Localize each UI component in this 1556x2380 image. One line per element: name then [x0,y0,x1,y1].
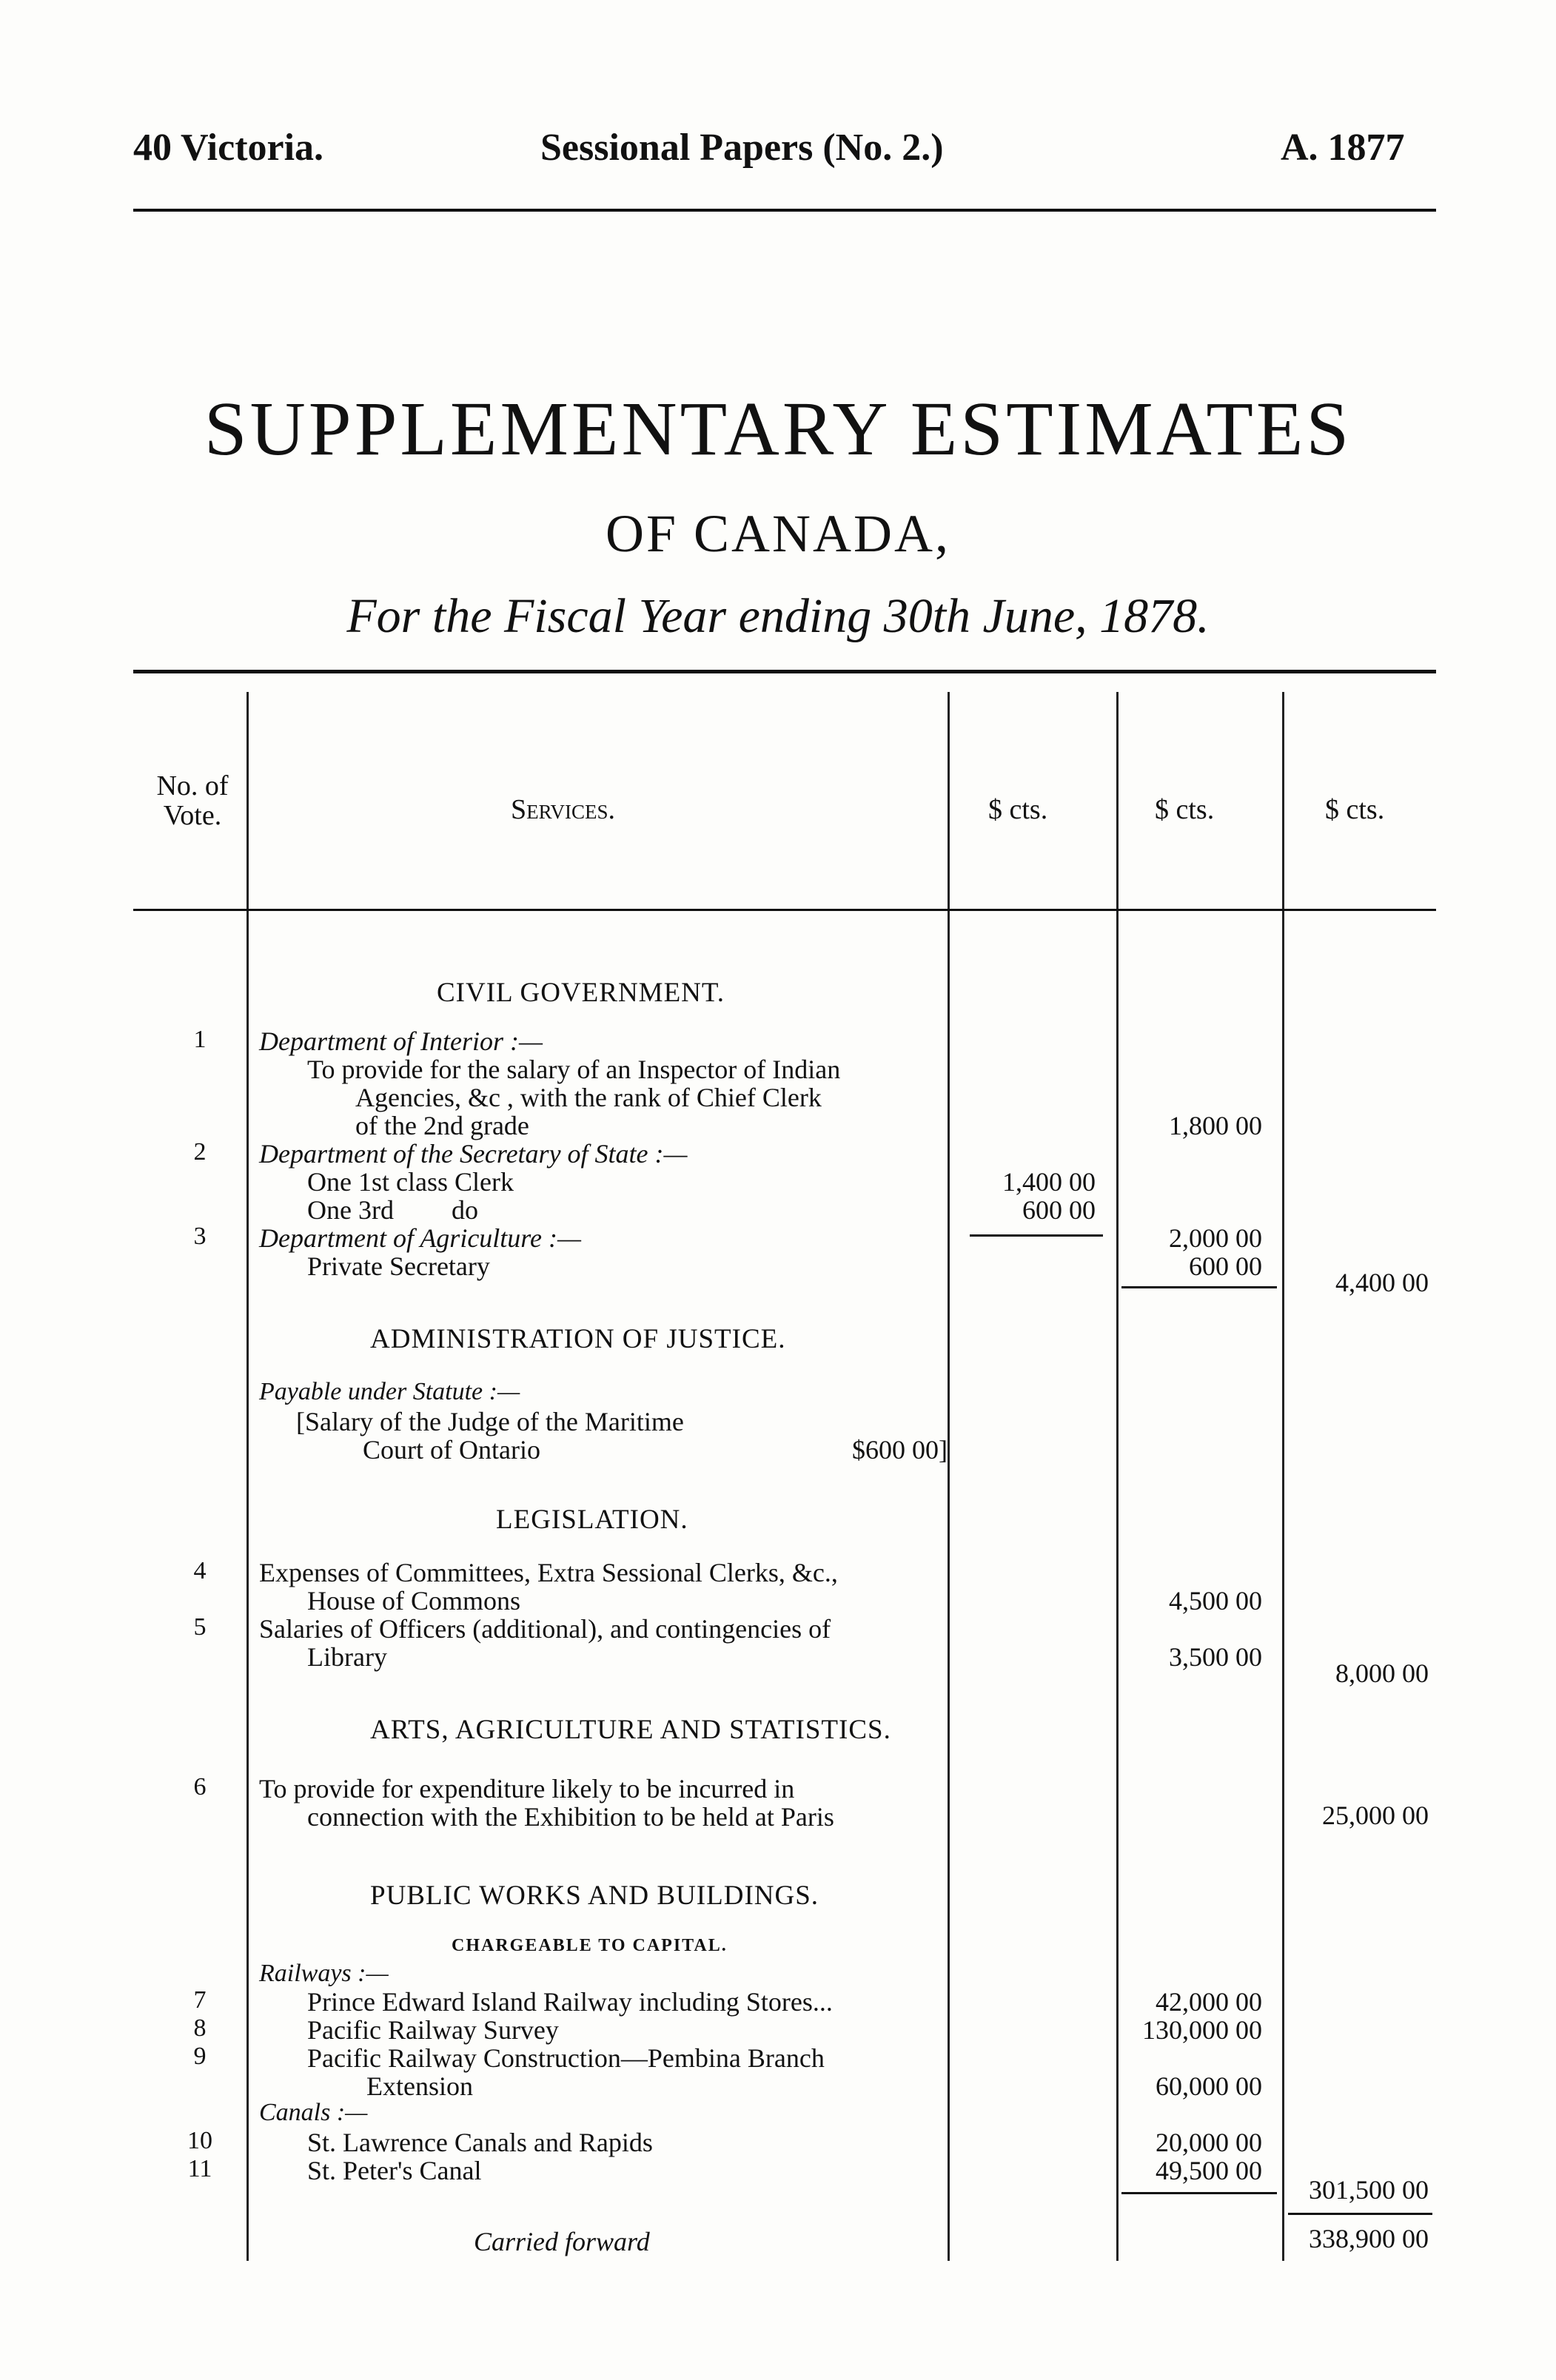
section-justice: ADMINISTRATION OF JUSTICE. [370,1324,786,1354]
subtotal-rule [1121,1286,1277,1288]
section-public-works: PUBLIC WORKS AND BUILDINGS. [370,1880,819,1911]
amount-cell: 4,500 00 [1169,1586,1262,1616]
colhead-rule [133,909,1436,911]
col-services-header: Services. [511,794,615,825]
vote-number: 11 [187,2155,212,2182]
col-vote-header: No. of Vote. [156,770,229,831]
col-line-4 [1282,692,1284,2261]
service-line: Expenses of Committees, Extra Sessional Clerks, &c., [259,1558,838,1587]
vote-number: 7 [193,1986,207,2014]
header-left: 40 Victoria. [133,127,324,169]
service-line: Pacific Railway Construction—Pembina Branch [307,2043,825,2073]
amount-cell: 1,400 00 [1002,1167,1096,1197]
header-center: Sessional Papers (No. 2.) [540,127,944,169]
department-heading: Department of the Secretary of State :— [259,1139,688,1169]
canals-heading: Canals :— [259,2099,368,2126]
page-subtitle: OF CANADA, [605,504,951,563]
service-line: To provide for expenditure likely to be incurred in [259,1774,795,1804]
amount-cell: 1,800 00 [1169,1111,1262,1140]
service-line: Private Secretary [307,1251,490,1281]
section-total: 4,400 00 [1335,1268,1429,1297]
header-rule [133,209,1436,212]
department-heading: Department of Agriculture :— [259,1223,581,1253]
section-total: 8,000 00 [1335,1658,1429,1688]
vote-number: 1 [193,1026,207,1053]
col-cts2-header: $ cts. [1155,794,1215,825]
amount-cell: 600 00 [1189,1251,1262,1281]
service-line: Extension [366,2071,473,2101]
subtotal-rule [1121,2192,1277,2194]
vote-number: 6 [193,1773,207,1801]
amount-cell: 20,000 00 [1156,2128,1262,2157]
service-line: Salaries of Officers (additional), and contingencies of [259,1614,831,1644]
amount-cell: 130,000 00 [1142,2015,1262,2045]
total-rule [1288,2213,1432,2215]
amount-cell: 3,500 00 [1169,1642,1262,1672]
subsection-capital: CHARGEABLE TO CAPITAL. [452,1936,728,1955]
section-total: 25,000 00 [1322,1801,1429,1830]
amount-cell: 49,500 00 [1156,2156,1262,2185]
subtotal-rule [970,1234,1103,1237]
section-total: 301,500 00 [1309,2175,1429,2205]
fiscal-year-line: For the Fiscal Year ending 30th June, 1878. [346,589,1210,643]
service-line: Agencies, &c , with the rank of Chief Clerk [355,1083,822,1112]
amount-cell: 600 00 [1022,1195,1096,1225]
carried-forward-label: Carried forward [474,2227,650,2256]
amount-cell: 2,000 00 [1169,1223,1262,1253]
vote-number: 4 [193,1557,207,1584]
statute-amount: $600 00] [852,1435,948,1465]
title-rule [133,670,1436,673]
header-right: A. 1877 [1281,127,1405,169]
vote-number: 10 [187,2127,212,2154]
service-line: Library [307,1642,387,1672]
section-legislation: LEGISLATION. [496,1505,688,1535]
vote-number: 3 [193,1223,207,1250]
statute-heading: Payable under Statute :— [259,1378,520,1405]
ditto-mark: do [452,1195,478,1225]
vote-number: 5 [193,1613,207,1641]
section-arts: ARTS, AGRICULTURE AND STATISTICS. [370,1715,891,1745]
col-line-1 [247,692,249,2261]
service-line: St. Lawrence Canals and Rapids [307,2128,653,2157]
vote-number: 9 [193,2043,207,2070]
service-line: Prince Edward Island Railway including Stores... [307,1987,833,2017]
railways-heading: Railways :— [259,1960,389,1987]
service-line: One 3rd [307,1195,394,1225]
section-civil-government: CIVIL GOVERNMENT. [437,978,725,1008]
service-line: Pacific Railway Survey [307,2015,559,2045]
page-title: SUPPLEMENTARY ESTIMATES [204,386,1352,471]
col-cts3-header: $ cts. [1325,794,1385,825]
carried-forward-total: 338,900 00 [1309,2224,1429,2253]
vote-number: 2 [193,1138,207,1166]
department-heading: Department of Interior :— [259,1026,543,1056]
col-cts1-header: $ cts. [988,794,1048,825]
service-line: of the 2nd grade [355,1111,529,1140]
service-line: One 1st class Clerk [307,1167,514,1197]
service-line: connection with the Exhibition to be held at Paris [307,1802,834,1832]
service-line: House of Commons [307,1586,520,1616]
col-line-2 [948,692,950,2261]
col-line-3 [1116,692,1119,2261]
vote-number: 8 [193,2014,207,2042]
service-line: Court of Ontario [363,1435,540,1465]
service-line: [Salary of the Judge of the Maritime [296,1407,684,1436]
service-line: St. Peter's Canal [307,2156,482,2185]
amount-cell: 42,000 00 [1156,1987,1262,2017]
amount-cell: 60,000 00 [1156,2071,1262,2101]
service-line: To provide for the salary of an Inspector of Indian [307,1055,841,1084]
